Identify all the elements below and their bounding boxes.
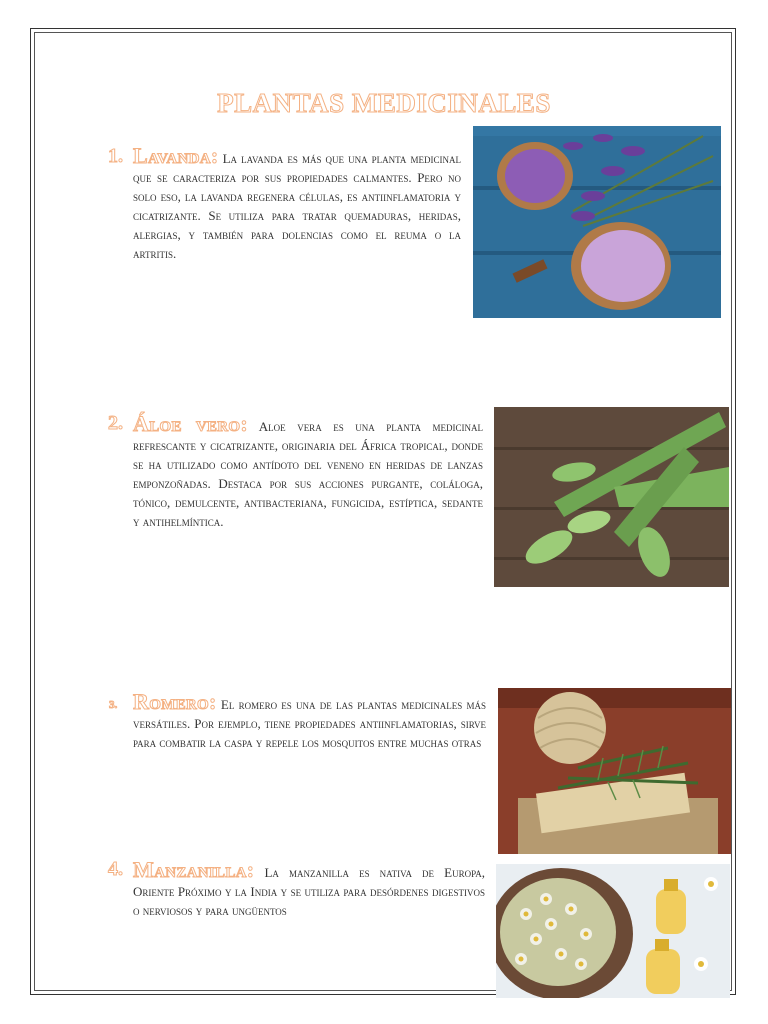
section-heading: Romero: xyxy=(133,689,217,714)
section-manzanilla xyxy=(133,857,485,920)
section-number: 4. xyxy=(108,858,123,880)
section-text: El romero es una de las plantas medicinales más versátiles. Por ejemplo, tiene propiedades antiinflamatorias, sirve para combatir la caspa y repele los mosquitos entre muchas otras xyxy=(133,697,486,750)
section-lavanda xyxy=(133,143,461,263)
section-number: 2. xyxy=(108,412,123,434)
rosemary-photo xyxy=(498,688,731,854)
aloe-vera-photo xyxy=(494,407,729,587)
section-heading: Manzanilla: xyxy=(133,857,255,882)
section-heading: Lavanda: xyxy=(133,143,219,168)
lavender-photo xyxy=(473,126,721,318)
section-number: 1. xyxy=(108,145,123,167)
section-aloe xyxy=(133,411,483,531)
section-text: Aloe vera es una planta medicinal refrescante y cicatrizante, originaria del África tropical, donde se ha utilizado como antídoto del veneno en heridas de lanzas emponzoñadas. Destaca por sus acciones purgante, colálogа, tónico, demulcente, antibacteriana, fungicida, estíptica, sedante y antihelmíntica. xyxy=(133,419,483,529)
page-title: PLANTAS MEDICINALES xyxy=(217,88,551,118)
section-romero xyxy=(133,689,486,752)
section-heading: Áloe vero: xyxy=(133,411,248,436)
section-text: La manzanilla es nativa de Europa, Oriente Próximo y la India y se utiliza para desórdenes digestivos o nerviosos y para ungüentos xyxy=(133,865,485,918)
chamomile-photo xyxy=(496,864,730,998)
section-number: 3. xyxy=(109,699,118,711)
section-text: La lavanda es más que una planta medicinal que se caracteriza por sus propiedades calmantes. Pero no solo eso, la lavanda regenera células, es antiinflamatoria y cicatrizante. Se utiliza para tratar quemaduras, heridas, alergias, y también para dolencias como el reuma o la artritis. xyxy=(133,151,461,261)
